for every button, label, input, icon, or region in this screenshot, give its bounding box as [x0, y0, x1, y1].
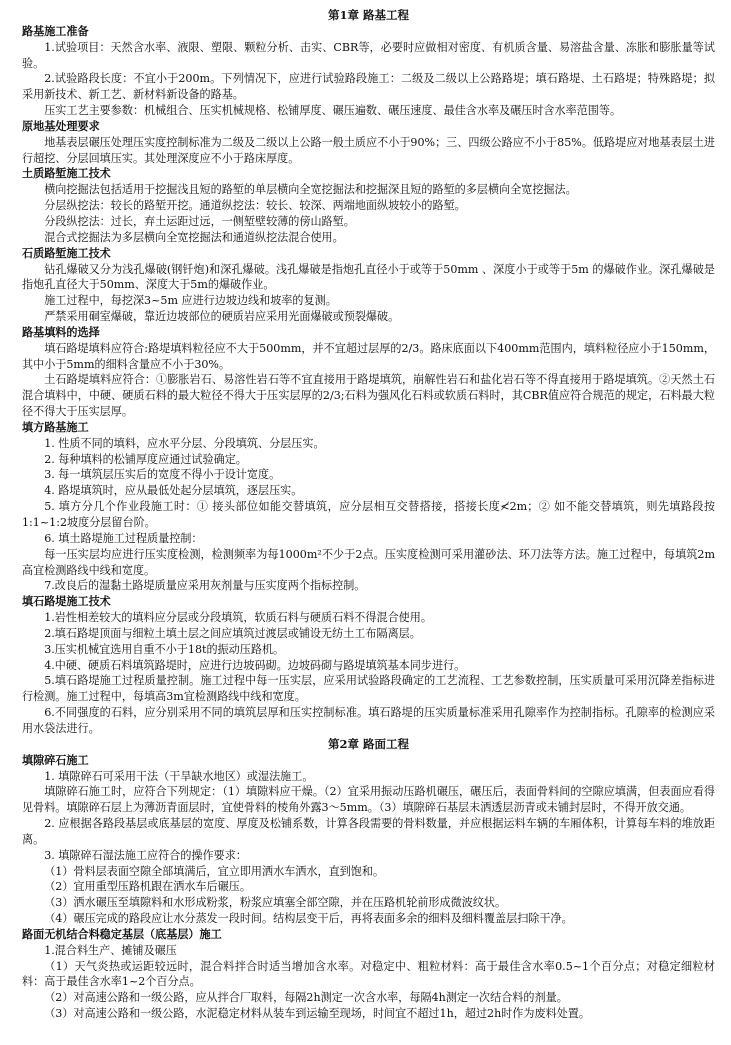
paragraph: 严禁采用硐室爆破，靠近边坡部位的硬质岩应采用光面爆破或预裂爆破。: [44, 310, 400, 324]
paragraph: 施工过程中，每挖深3~5m 应进行边坡边线和坡率的复测。: [44, 294, 337, 308]
list-item: （2）宜用重型压路机跟在洒水车后碾压。: [44, 880, 251, 894]
list-item: （2）对高速公路和一级公路，应从拌合厂取料，每隔2h测定一次含水率，每隔4h测定一次结合料的剂量。: [44, 991, 568, 1005]
paragraph: 钻孔爆破又分为浅孔爆破(钢钎炮)和深孔爆破。浅孔爆破是指炮孔直径小于或等于50mm 、深度小于或等于5m 的爆破作业。深孔爆破是指炮孔直径大于50mm、深度大于5m的爆破作业。: [22, 262, 715, 292]
paragraph: 1.混合料生产、摊铺及碾压: [44, 943, 177, 957]
paragraph: 压实工艺主要参数：机械组合、压实机械规格、松铺厚度、碾压遍数、碾压速度、最佳含水率及碾压时含水率范围等。: [44, 104, 622, 118]
section-heading: 填方路基施工: [22, 420, 89, 434]
section-heading: 填石路堤施工技术: [22, 595, 111, 609]
list-item: （1）天气炎热或运距较远时，混合料拌合时适当增加含水率。对稳定中、粗粒材料：高于最佳含水率0.5~1个百分点；对稳定细粒材料：高于最佳含水率1~2个百分点。: [22, 959, 715, 989]
list-item: （3）洒水碾压至填隙料和水形成粉浆，粉浆应填塞全部空隙，并在压路机轮前形成微波纹状。: [44, 896, 507, 910]
section-heading: 石质路堑施工技术: [22, 246, 111, 260]
paragraph: 混合式挖掘法为多层横向全宽挖掘法和通道纵挖法混合使用。: [44, 230, 344, 244]
list-item: 3.压实机械宜选用自重不小于18t的振动压路机。: [44, 642, 285, 656]
list-item: 1.岩性相差较大的填料应分层或分段填筑，软质石料与硬质石料不得混合使用。: [44, 611, 432, 625]
list-item: 5.填石路堤施工过程质量控制。施工过程中每一压实层，应采用试验路段确定的工艺流程、工艺参数控制，压实质量可采用沉降差指标进行检测。施工过程中，每填高3m宜检测路线中线和宽度。: [22, 674, 715, 704]
paragraph: 地基表层碾压处理压实度控制标准为二级及二级以上公路一般土质应不小于90%；三、四级公路应不小于85%。低路堤应对地基表层土进行超挖、分层回填压实。其处理深度应不小于路床厚度。: [22, 135, 715, 165]
paragraph: 填石路堤填料应符合:路堤填料粒径应不大于500mm，并不宜超过层厚的2/3。路床底面以下400mm范围内，填料粒径应小于150mm，其中小于5mm的细料含量应不小于30%。: [22, 341, 715, 371]
list-item: （4）碾压完成的路段应让水分蒸发一段时间。结构层变干后，再将表面多余的细料及细料覆盖层扫除干净。: [44, 912, 573, 926]
list-item: （3）对高速公路和一级公路，水泥稳定材料从装车到运输至现场，时间宜不超过1h，超过2h时作为废料处置。: [44, 1007, 590, 1021]
list-item: 4. 路堤填筑时，应从最低处起分层填筑，逐层压实。: [44, 484, 303, 498]
paragraph: 1.试验项目：天然含水率、液限、塑限、颗粒分析、击实、CBR等，必要时应做相对密度、有机质含量、易溶盐含量、冻胀和膨胀量等试验。: [22, 40, 715, 70]
paragraph: 3. 填隙碎石湿法施工应符合的操作要求：: [44, 848, 247, 862]
chapter-2-title: 第2章 路面工程: [327, 736, 409, 751]
paragraph: 2.试验路段长度：不宜小于200m。下列情况下，应进行试验路段施工：二级及二级以上公路路堤；填石路堤、土石路堤；特殊路堤；拟采用新技术、新工艺、新材料新设备的路基。: [22, 72, 715, 102]
section-heading: 路基填料的选择: [22, 325, 100, 339]
section-heading: 路基施工准备: [22, 24, 89, 38]
chapter-1-title: 第1章 路基工程: [327, 8, 409, 22]
list-item: 6. 填土路堤施工过程质量控制：: [44, 531, 203, 545]
list-item: 4.中硬、硬质石料填筑路堤时，应进行边坡码砌。边坡码砌与路堤填筑基本同步进行。: [44, 658, 466, 672]
paragraph: 横向挖掘法包括适用于挖掘浅且短的路堑的单层横向全宽挖掘法和挖掘深且短的路堑的多层横向全宽挖掘法。: [44, 183, 577, 197]
list-item: 6.不同强度的石料，应分别采用不同的填筑层厚和压实控制标准。填石路堤的压实质量标准采用孔隙率作为控制指标。孔隙率的检测应采用水袋法进行。: [22, 706, 715, 735]
list-item: （1）骨料层表面空隙全部填满后，宜立即用洒水车洒水，直到饱和。: [44, 864, 385, 878]
list-item: 1. 性质不同的填料，应水平分层、分段填筑、分层压实。: [44, 436, 325, 450]
paragraph: 7.改良后的湿黏土路堤质量应采用灰剂量与压实度两个指标控制。: [44, 579, 366, 593]
list-item: 2.填石路堤顶面与细粒土填土层之间应填筑过渡层或铺设无纺土工布隔离层。: [44, 626, 421, 640]
paragraph: 2. 应根据各路段基层或底基层的宽度、厚度及松铺系数，计算各段需要的骨料数量，并应根据运料车辆的车厢体积，计算每车料的堆放距离。: [22, 817, 715, 846]
section-heading: 土质路堑施工技术: [22, 167, 111, 181]
list-item: 2. 每种填料的松铺厚度应通过试验确定。: [44, 452, 247, 466]
paragraph: 分段纵挖法：过长，弃土运距过远，一侧堑壁较薄的傍山路堑。: [44, 214, 355, 228]
list-item: 5. 填方分几个作业段施工时：① 接头部位如能交替填筑，应分层相互交替搭接，搭接长度≮2m；② 如不能交替填筑，则先填路段按1:1~1:2坡度分层留台阶。: [22, 500, 715, 529]
paragraph: 每一压实层均应进行压实度检测，检测频率为每1000m²不少于2点。压实度检测可采用灌砂法、环刀法等方法。施工过程中，每填筑2m高宜检测路线中线和宽度。: [22, 547, 715, 577]
paragraph: 填隙碎石施工时，应符合下列规定：（1）填隙料应干燥。（2）宜采用振动压路机碾压，碾压后，表面骨料间的空隙应填满，但表面应看得见骨料。填隙碎石层上为薄沥青面层时，宜使骨料的棱角外露3～5mm。（3）填隙碎石基层未洒透层沥青或未铺封层时，不得开放交通。: [22, 785, 715, 815]
paragraph: 土石路堤填料应符合：①膨胀岩石、易溶性岩石等不宜直接用于路堤填筑，崩解性岩石和盐化岩石等不得直接用于路堤填筑。②天然土石混合填料中，中硬、硬质石料的最大粒径不得大于压实层厚的2/3;石料为强风化石料或软质石料时，其CBR值应符合规范的规定，石料最大粒径不得大于压实层厚。: [22, 373, 715, 419]
paragraph: 1. 填隙碎石可采用干法（干旱缺水地区）或湿法施工。: [44, 769, 314, 783]
section-heading: 路面无机结合料稳定基层（底基层）施工: [22, 927, 222, 941]
paragraph: 分层纵挖法：较长的路堑开挖。通道纵挖法：较长、较深、两端地面纵坡较小的路堑。: [44, 199, 466, 213]
section-heading: 填隙碎石施工: [22, 753, 89, 767]
section-heading: 原地基处理要求: [22, 119, 100, 133]
list-item: 3. 每一填筑层压实后的宽度不得小于设计宽度。: [44, 468, 281, 482]
